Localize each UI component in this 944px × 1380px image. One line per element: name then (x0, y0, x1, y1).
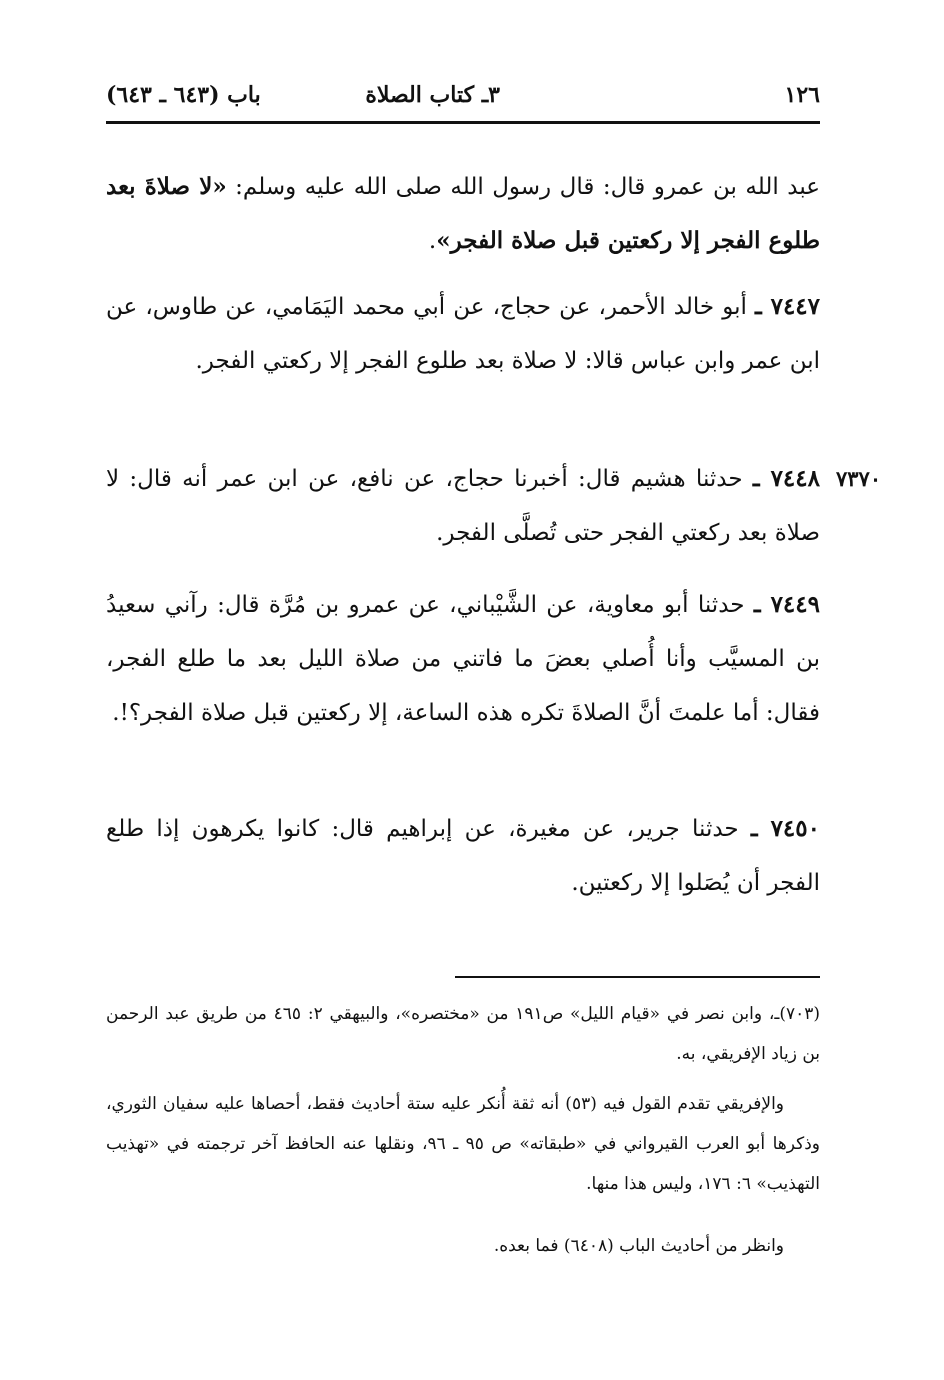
entry-7447 (106, 280, 820, 388)
entry-text: عبد الله بن عمرو قال: قال رسول الله صلى الله عليه وسلم: (226, 174, 820, 200)
page-number: ١٢٦ (784, 82, 820, 108)
entry-text: أبو خالد الأحمر، عن حجاج، عن أبي محمد اليَمَامي، عن طاوس، عن ابن عمر وابن عباس قالا: لا صلاة بعد طلوع الفجر إلا ركعتي الفجر. (106, 294, 820, 374)
chapter-title: باب (٦٤٣ ـ ٦٤٣) (106, 82, 261, 108)
book-title: ٣ـ كتاب الصلاة (365, 82, 500, 108)
entry-continued (106, 160, 820, 268)
entry-text: حدثنا جرير، عن مغيرة، عن إبراهيم قال: كانوا يكرهون إذا طلع الفجر أن يُصَلوا إلا ركعتين. (106, 816, 820, 896)
footnote: وانظر من أحاديث الباب (٦٤٠٨) فما بعده. (493, 1236, 784, 1256)
entry-number: ٧٤٤٨ ـ (752, 465, 820, 492)
entry-7450 (106, 802, 820, 910)
entry-end-punctuation: . (428, 228, 437, 254)
entry-7448 (106, 452, 820, 560)
entry-number: ٧٤٤٧ ـ (755, 293, 821, 320)
margin-number: ٧٣٧٠ (836, 466, 882, 491)
entry-number: ٧٤٥٠ ـ (750, 815, 820, 842)
page-header (106, 82, 820, 118)
entry-number: ٧٤٤٩ ـ (753, 591, 820, 618)
entry-text: حدثنا هشيم قال: أخبرنا حجاج، عن نافع، عن ابن عمر أنه قال: لا صلاة بعد ركعتي الفجر حتى تُصلَّى الفجر. (106, 466, 820, 546)
entry-quote: «لا صلاةَ بعد طلوع الفجر إلا ركعتين قبل صلاة الفجر» (106, 173, 820, 254)
footnote: والإفريقي تقدم القول فيه (٥٣) أنه ثقة أُنكر عليه ستة أحاديث فقط، أحصاها عليه سفيان الثوري، وذكرها أبو العرب القيرواني في «طبقاته» ص ٩٥ ـ ٩٦، ونقلها عنه الحافظ آخر ترجمته في «تهذيب التهذيب» ٦: ١٧٦، وليس هذا منها. (106, 1094, 820, 1194)
entry-text: حدثنا أبو معاوية، عن الشَّيْباني، عن عمرو بن مُرَّة قال: رآني سعيدُ بن المسيَّب وأنا أُصلي بعضَ ما فاتني من صلاة الليل بعد ما طلع الفجر، فقال: أما علمتَ أنَّ الصلاةَ تكره هذه الساعة، إلا ركعتين قبل صلاة الفجر؟!. (106, 592, 820, 726)
footnote: (٧٠٣)ـ، وابن نصر في «قيام الليل» ص١٩١ من «مختصره»، والبيهقي ٢: ٤٦٥ من طريق عبد الرحمن بن زياد الإفريقي، به. (106, 1004, 820, 1064)
header-divider (106, 121, 820, 124)
entry-7449 (106, 578, 820, 740)
footnote-divider (455, 976, 820, 978)
